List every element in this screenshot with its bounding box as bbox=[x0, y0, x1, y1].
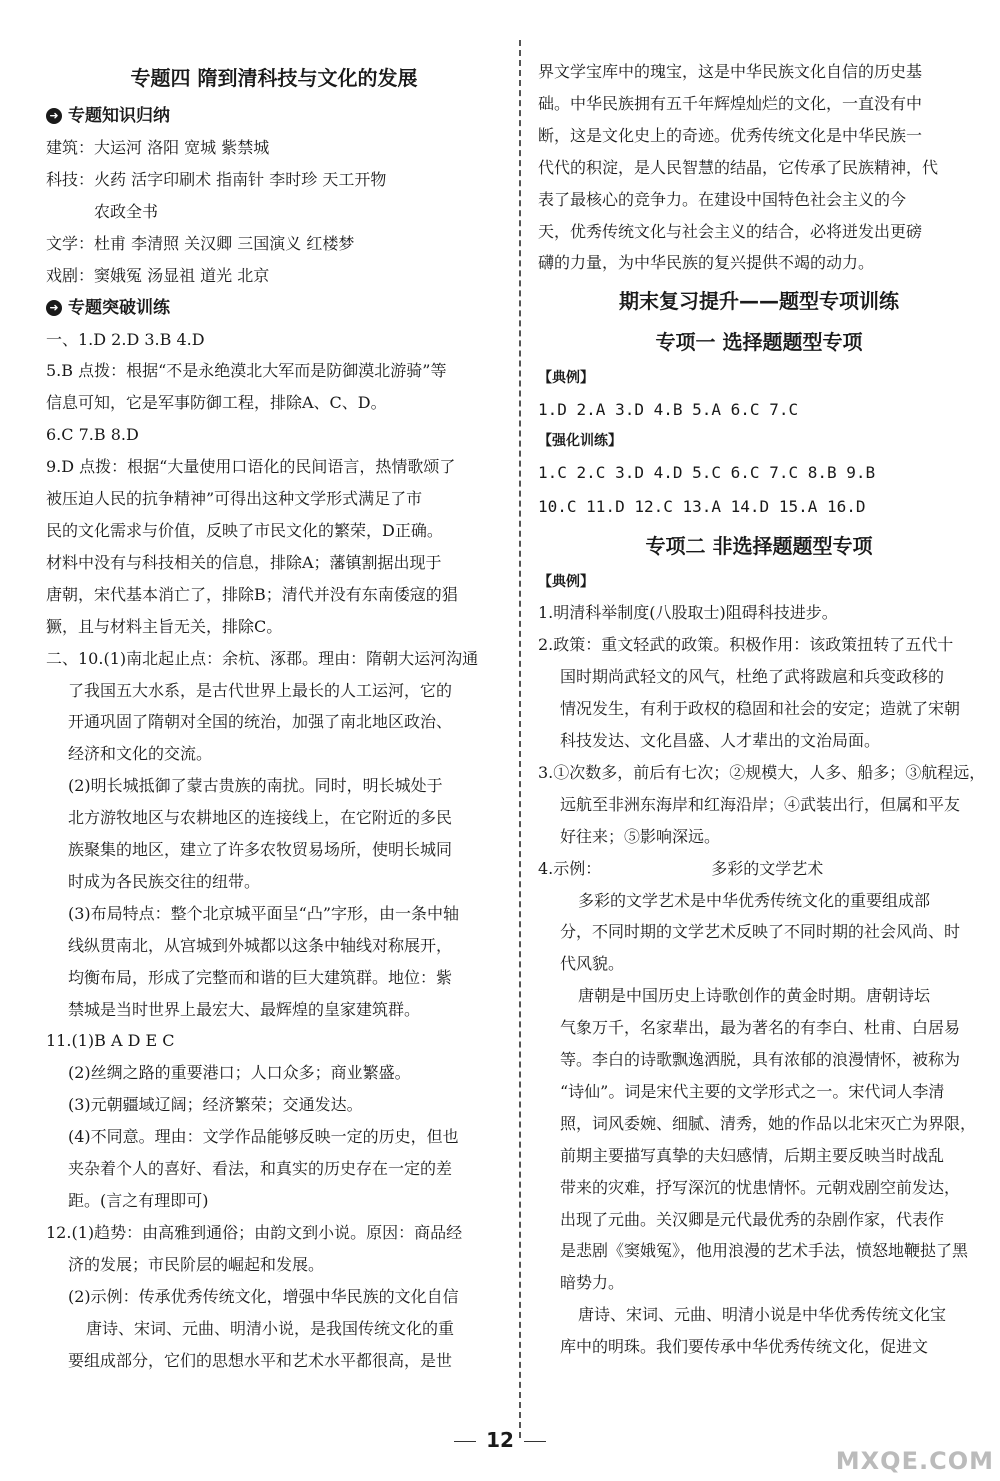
answer-line: 好往来；⑤影响深远。 bbox=[560, 826, 721, 846]
essay-line: 多彩的文学艺术是中华优秀传统文化的重要组成部 bbox=[578, 890, 931, 910]
answer-line: 9.D 点拨：根据“大量使用口语化的民间语言，热情歌颂了 bbox=[46, 457, 456, 477]
answer-line: 信息可知，它是军事防御工程，排除A、C、D。 bbox=[46, 393, 387, 413]
answer-line: 情况发生，有利于政权的稳固和社会的安定；造就了宋朝 bbox=[560, 699, 961, 719]
answer-line: 了我国五大水系，是古代世界上最长的人工运河，它的 bbox=[68, 680, 453, 700]
answer-line: 民的文化需求与价值，反映了市民文化的繁荣，D正确。 bbox=[46, 520, 443, 540]
continuation-line: 础。中华民族拥有五千年辉煌灿烂的文化，一直没有中 bbox=[538, 93, 923, 113]
essay-line: 出现了元曲。关汉卿是元代最优秀的杂剧作家，代表作 bbox=[560, 1209, 945, 1229]
essay-line: 照，词风委婉、细腻、清秀，她的作品以北宋灭亡为界限， bbox=[560, 1113, 977, 1133]
answer-line: 獗，且与材料主旨无关，排除C。 bbox=[46, 616, 283, 636]
answer-line: 二、10.(1)南北起止点：余杭、涿郡。理由：隋朝大运河沟通 bbox=[46, 648, 479, 668]
answer-line: 12.(1)趋势：由高雅到通俗；由韵文到小说。原因：商品经 bbox=[46, 1222, 463, 1242]
essay-line: 是悲剧《窦娥冤》，他用浪漫的艺术手法，愤怒地鞭挞了黑 bbox=[560, 1241, 969, 1261]
section-heading-knowledge: ➜ 专题知识归纳 bbox=[46, 100, 502, 132]
essay-heading bbox=[538, 853, 980, 885]
essay-line: 气象万千，名家辈出，最为著名的有李白、杜甫、白居易 bbox=[560, 1018, 961, 1038]
answer-line: 夹杂着个人的喜好、看法，和真实的历史存在一定的差 bbox=[68, 1159, 453, 1179]
essay-line: 分，不同时期的文学艺术反映了不同时期的社会风尚、时 bbox=[560, 922, 961, 942]
answer-line: 6.C 7.B 8.D bbox=[46, 425, 139, 445]
answer-line: (4)不同意。理由：文学作品能够反映一定的历史，但也 bbox=[68, 1127, 459, 1147]
answer-line: 5.B 点拨：根据“不是永绝漠北大军而是防御漠北游骑”等 bbox=[46, 361, 447, 381]
arrow-circle-icon: ➜ bbox=[46, 108, 62, 124]
answer-line: 11.(1)B A D E C bbox=[46, 1031, 175, 1051]
answer-line: 唐诗、宋词、元曲、明清小说，是我国传统文化的重 bbox=[86, 1318, 455, 1338]
answer-line: 距。(言之有理即可) bbox=[68, 1191, 209, 1210]
essay-line: 前期主要描写真挚的夫妇感情，后期主要反映当时战乱 bbox=[560, 1145, 945, 1165]
answer-line: (2)丝绸之路的重要港口；人口众多；商业繁盛。 bbox=[68, 1063, 411, 1083]
knowledge-line: 文学：杜甫 李清照 关汉卿 三国演义 红楼梦 bbox=[46, 233, 355, 253]
answer-line: 时成为各民族交往的纽带。 bbox=[68, 871, 261, 891]
knowledge-line: 农政全书 bbox=[94, 201, 159, 221]
answer-line: 被压迫人民的抗争精神”可得出这种文学形式满足了市 bbox=[46, 489, 423, 509]
answer-line: 1.明清科举制度(八股取士)阻碍科技进步。 bbox=[538, 603, 838, 623]
subsection-title-nonchoice: 专项二 非选择题题型专项 bbox=[645, 534, 873, 559]
essay-line: 暗势力。 bbox=[560, 1273, 625, 1293]
continuation-line: 天，优秀传统文化与社会主义的结合，必将迸发出更磅 bbox=[538, 221, 923, 241]
essay-line: “诗仙”。词是宋代主要的文学形式之一。宋代词人李清 bbox=[560, 1081, 945, 1101]
example-tag: 【典例】 bbox=[538, 574, 594, 591]
essay-line: 带来的灾难，抒写深沉的忧患情怀。元朝戏剧空前发达， bbox=[560, 1177, 961, 1197]
training-tag: 【强化训练】 bbox=[538, 433, 622, 450]
answer-line: 3.①次数多，前后有七次；②规模大，人多、船多；③航程远， bbox=[538, 762, 986, 782]
essay-line: 唐朝是中国历史上诗歌创作的黄金时期。唐朝诗坛 bbox=[578, 986, 931, 1006]
review-title: 期末复习提升——题型专项训练 bbox=[619, 289, 899, 314]
continuation-line: 表了最核心的竞争力。在建设中国特色社会主义的今 bbox=[538, 189, 907, 209]
answer-line: 族聚集的地区，建立了许多农牧贸易场所，使明长城同 bbox=[68, 840, 453, 860]
answer-line: 要组成部分，它们的思想水平和艺术水平都很高，是世 bbox=[68, 1350, 453, 1370]
choice-answers-example: 1.D 2.A 3.D 4.B 5.A 6.C 7.C bbox=[538, 400, 799, 420]
essay-line: 库中的明珠。我们要传承中华优秀传统文化，促进文 bbox=[560, 1337, 929, 1357]
continuation-line: 断，这是文化史上的奇迹。优秀传统文化是中华民族一 bbox=[538, 125, 923, 145]
answer-line: (3)元朝疆域辽阔；经济繁荣；交通发达。 bbox=[68, 1095, 363, 1115]
answer-line: 科技发达、文化昌盛、人才辈出的文治局面。 bbox=[560, 730, 881, 750]
continuation-line: 礴的力量，为中华民族的复兴提供不竭的动力。 bbox=[538, 253, 875, 273]
page-number-dash bbox=[454, 1441, 476, 1442]
right-column bbox=[538, 56, 986, 1363]
essay-line: 等。李白的诗歌飘逸洒脱，具有浓郁的浪漫情怀，被称为 bbox=[560, 1050, 961, 1070]
answer-line: 材料中没有与科技相关的信息，排除A；藩镇割据出现于 bbox=[46, 552, 442, 572]
section-heading-training: ➜ 专题突破训练 bbox=[46, 292, 502, 324]
column-divider bbox=[519, 40, 521, 1438]
question-label: 4.示例： bbox=[538, 858, 602, 878]
answer-line: (2)示例：传承优秀传统文化，增强中华民族的文化自信 bbox=[68, 1286, 459, 1306]
continuation-line: 代代的积淀，是人民智慧的结晶，它传承了民族精神，代 bbox=[538, 157, 939, 177]
knowledge-line: 科技：火药 活字印刷术 指南针 李时珍 天工开物 bbox=[46, 169, 387, 189]
essay-title: 多彩的文学艺术 bbox=[711, 858, 824, 878]
answer-line: (2)明长城抵御了蒙古贵族的南扰。同时，明长城处于 bbox=[68, 776, 443, 796]
page-number: 12 bbox=[0, 1428, 1000, 1452]
answer-line: 均衡布局，形成了完整而和谐的巨大建筑群。地位：紫 bbox=[68, 967, 453, 987]
answer-line: 唐朝，宋代基本消亡了，排除B；清代并没有东南倭寇的猖 bbox=[46, 584, 458, 604]
answer-line: 济的发展；市民阶层的崛起和发展。 bbox=[68, 1254, 325, 1274]
arrow-circle-icon: ➜ bbox=[46, 300, 62, 316]
essay-line: 唐诗、宋词、元曲、明清小说是中华优秀传统文化宝 bbox=[578, 1305, 947, 1325]
answer-line: 远航至非洲东海岸和红海沿岸；④武装出行，但属和平友 bbox=[560, 794, 961, 814]
topic-title: 专题四 隋到清科技与文化的发展 bbox=[130, 66, 418, 90]
page-number-dash bbox=[524, 1441, 546, 1442]
answer-line: 开通巩固了隋朝对全国的统治，加强了南北地区政治、 bbox=[68, 712, 453, 732]
knowledge-line: 戏剧：窦娥冤 汤显祖 道光 北京 bbox=[46, 265, 270, 285]
continuation-line: 界文学宝库中的瑰宝，这是中华民族文化自信的历史基 bbox=[538, 62, 923, 81]
answer-line: (3)布局特点：整个北京城平面呈“凸”字形，由一条中轴 bbox=[68, 903, 460, 923]
example-tag: 【典例】 bbox=[538, 370, 594, 387]
knowledge-line: 建筑：大运河 洛阳 宽城 紫禁城 bbox=[46, 138, 270, 157]
watermark: MXQE.COM bbox=[835, 1447, 994, 1475]
subsection-title-choice: 专项一 选择题题型专项 bbox=[655, 330, 863, 355]
answer-line: 禁城是当时世界上最宏大、最辉煌的皇家建筑群。 bbox=[68, 999, 421, 1019]
answer-line: 一、1.D 2.D 3.B 4.D bbox=[46, 329, 205, 349]
answer-line: 线纵贯南北，从宫城到外城都以这条中轴线对称展开， bbox=[68, 935, 453, 955]
left-column bbox=[46, 56, 502, 1376]
answer-line: 经济和文化的交流。 bbox=[68, 744, 213, 764]
answer-line: 北方游牧地区与农耕地区的连接线上，在它附近的多民 bbox=[68, 808, 453, 828]
essay-line: 代风貌。 bbox=[560, 954, 625, 974]
choice-answers-training: 10.C 11.D 12.C 13.A 14.D 15.A 16.D bbox=[538, 497, 866, 517]
answer-line: 国时期尚武轻文的风气，杜绝了武将跋扈和兵变政移的 bbox=[560, 667, 945, 687]
choice-answers-training: 1.C 2.C 3.D 4.D 5.C 6.C 7.C 8.B 9.B bbox=[538, 463, 876, 483]
answer-line: 2.政策：重文轻武的政策。积极作用：该政策扭转了五代十 bbox=[538, 635, 954, 655]
